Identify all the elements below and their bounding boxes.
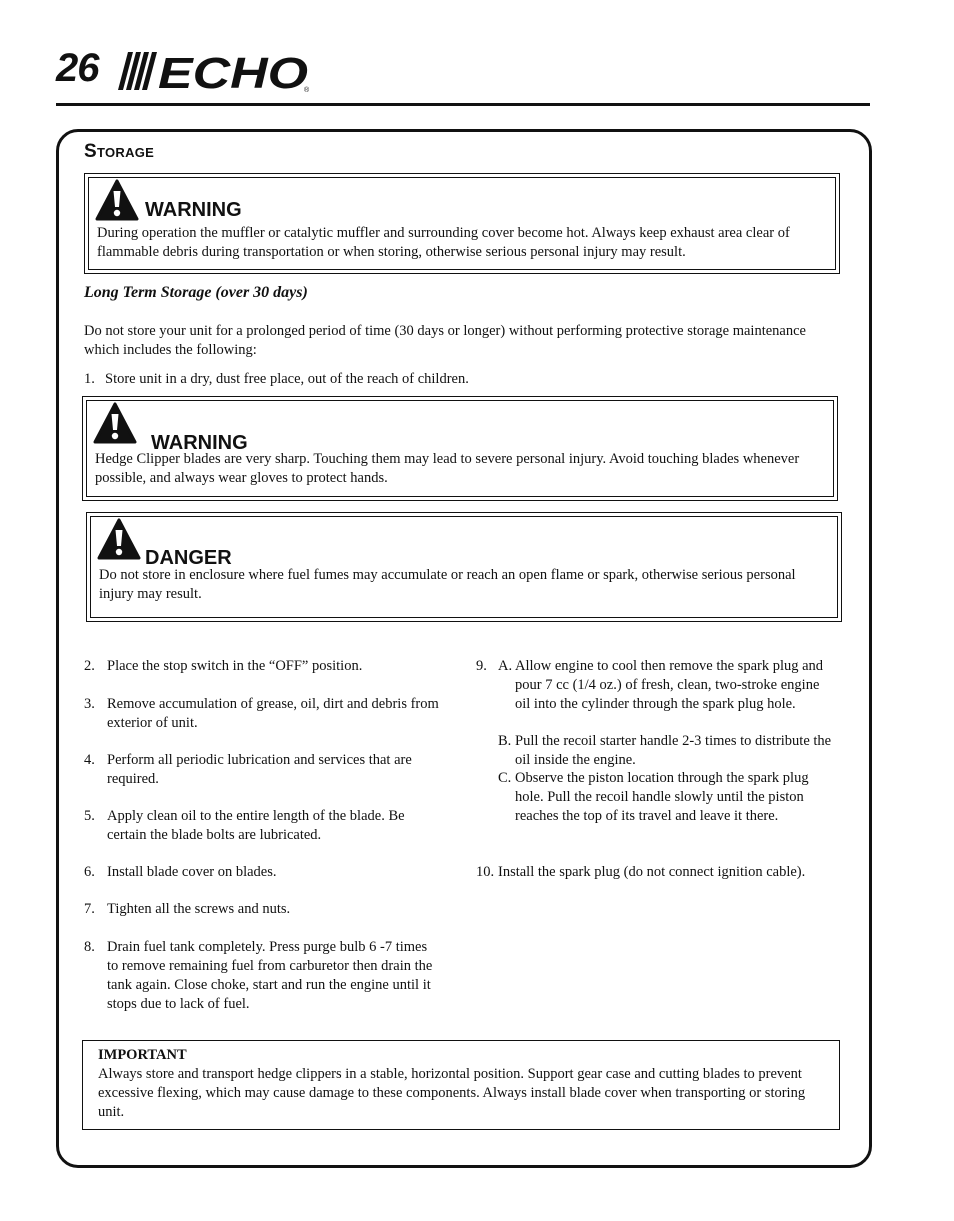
step-number: 4. [84,752,95,768]
step-text: Perform all periodic lubrication and services that are required. [107,752,412,787]
long-term-intro: Do not store your unit for a prolonged period of time (30 days or longer) without performing protective storage maintenance which includes the following: [84,323,806,358]
substep-text-c: Observe the piston location through the spark plug hole. Pull the recoil handle slowly until the piston reaches the top of its travel and leave it there. [515,770,809,824]
step-text: Remove accumulation of grease, oil, dirt and debris from exterior of unit. [107,696,439,731]
warning-box-blades [82,396,838,501]
warning-text: During operation the muffler or catalytic muffler and surrounding cover become hot. Always keep exhaust area clear of flammable debris during transportation or when storing, otherwise serious personal injury may result. [97,225,790,260]
step-text: Drain fuel tank completely. Press purge bulb 6 -7 times to remove remaining fuel from carburetor then drain the tank again. Close choke, start and run the engine until it stops due to lack of fuel. [107,939,433,1012]
step-text: Place the stop switch in the “OFF” position. [107,658,363,674]
danger-triangle-icon [97,518,141,560]
header-rule [56,103,870,106]
important-box [82,1040,840,1130]
brand-name: ECHO [158,50,308,94]
step-number: 3. [84,696,95,712]
danger-label: DANGER [145,547,232,569]
warning-text: Hedge Clipper blades are very sharp. Touching them may lead to severe personal injury. Avoid touching blades whenever possible, and always wear gloves to protect hands. [95,451,800,486]
important-text: Always store and transport hedge clippers in a stable, horizontal position. Support gear case and cutting blades to prevent excessive flexing, which may cause damage to these components. Always install blade cover when transporting or storing unit. [98,1066,806,1120]
step-number: 8. [84,939,95,955]
long-term-subtitle: Long Term Storage (over 30 days) [84,284,308,301]
step-number: 2. [84,658,95,674]
step-text: Store unit in a dry, dust free place, out of the reach of children. [105,371,469,387]
echo-logo [114,50,314,94]
step-text: Apply clean oil to the entire length of the blade. Be certain the blade bolts are lubricated. [107,808,405,843]
step-number: 1. [84,371,95,387]
step-number: 6. [84,864,95,880]
substep-label-b: B. [498,733,512,749]
step-text: Install the spark plug (do not connect ignition cable). [498,864,806,880]
substep-text-a: Allow engine to cool then remove the spark plug and pour 7 cc (1/4 oz.) of fresh, clean, two-stroke engine oil into the cylinder through the spark plug hole. [515,658,824,712]
step-number: 7. [84,901,95,917]
substep-text-b: Pull the recoil starter handle 2-3 times to distribute the oil inside the engine. [515,733,832,768]
substep-label-a: A. [498,658,513,674]
page-number: 26 [56,46,99,90]
important-title: IMPORTANT [98,1047,187,1063]
danger-text: Do not store in enclosure where fuel fumes may accumulate or reach an open flame or spark, otherwise serious personal injury may result. [99,567,796,602]
warning-triangle-icon [95,179,139,221]
warning-triangle-icon [93,402,137,444]
section-title: Storage [84,141,155,162]
danger-box [86,512,842,622]
step-number: 9. [476,658,487,674]
registered-mark: ® [304,87,310,94]
step-text: Tighten all the screws and nuts. [107,901,291,917]
step-number: 5. [84,808,95,824]
warning-label: WARNING [151,432,248,454]
step-number: 10. [476,864,495,880]
warning-box-exhaust [84,173,840,274]
substep-label-c: C. [498,770,512,786]
step-text: Install blade cover on blades. [107,864,277,880]
warning-label: WARNING [145,199,242,221]
